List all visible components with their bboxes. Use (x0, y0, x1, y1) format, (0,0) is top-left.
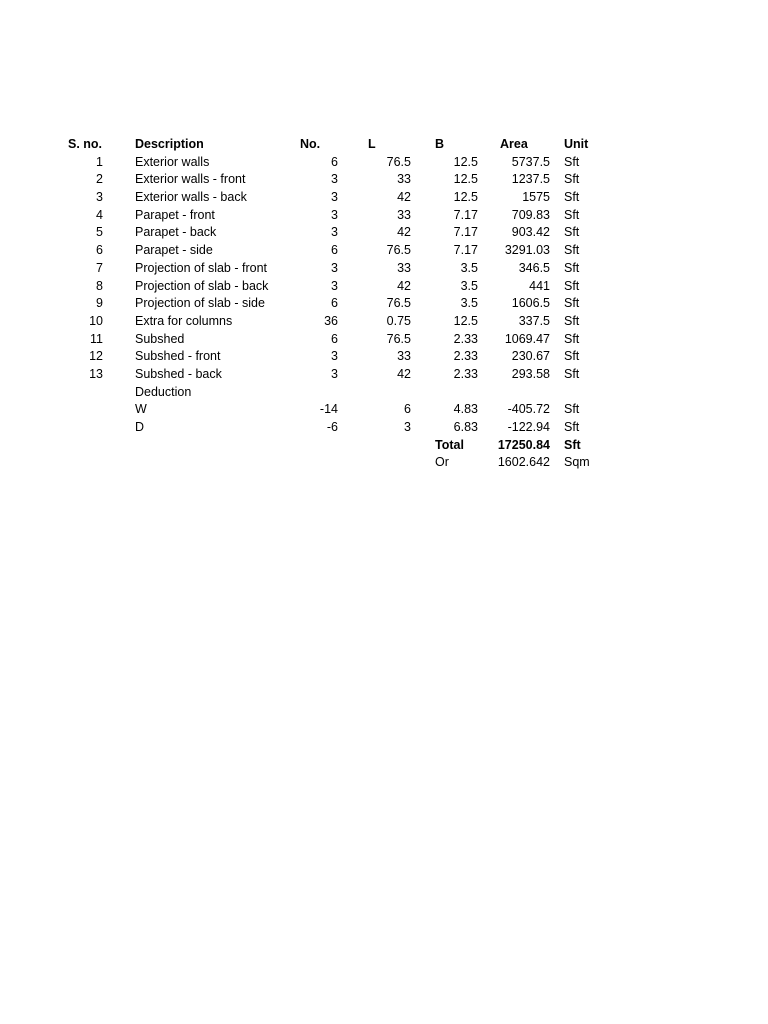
cell-area: 1069.47 (504, 331, 550, 346)
deduction-row (0, 419, 768, 437)
cell-area: -405.72 (507, 402, 550, 417)
cell-l: 42 (397, 366, 411, 381)
cell-unit: Sft (564, 366, 580, 381)
cell-sno: 11 (90, 331, 103, 346)
table-row (0, 154, 768, 172)
cell-no: 3 (331, 172, 338, 187)
cell-sno: 10 (89, 313, 103, 328)
cell-unit: Sft (564, 278, 580, 293)
cell-area: 337.5 (518, 313, 550, 328)
cell-l: 33 (397, 207, 411, 222)
cell-description: Exterior walls - front (135, 172, 246, 187)
cell-l: 0.75 (386, 313, 411, 328)
cell-unit: Sft (564, 190, 580, 205)
cell-description: Subshed (135, 331, 185, 346)
total-unit: Sft (564, 437, 581, 452)
cell-no: 3 (331, 278, 338, 293)
cell-unit: Sft (564, 296, 580, 311)
header-area: Area (500, 137, 528, 151)
cell-sno: 13 (89, 366, 103, 381)
cell-b: 3.5 (460, 296, 478, 311)
cell-area: 5737.5 (511, 154, 550, 169)
cell-b: 12.5 (453, 172, 478, 187)
cell-no: 3 (331, 366, 338, 381)
cell-l: 42 (397, 190, 411, 205)
table-row (0, 171, 768, 189)
cell-description: Exterior walls - back (135, 190, 247, 205)
cell-l: 3 (404, 420, 411, 434)
cell-l: 76.5 (386, 154, 411, 169)
cell-l: 33 (397, 172, 411, 187)
cell-l: 76.5 (386, 296, 411, 311)
cell-sno: 6 (96, 243, 103, 258)
cell-sno: 4 (96, 207, 103, 222)
cell-b: 7.17 (453, 243, 478, 258)
table-body (0, 154, 768, 472)
cell-b: 7.17 (453, 207, 478, 222)
cell-no: 36 (324, 313, 338, 328)
cell-b: 2.33 (453, 366, 478, 381)
cell-area: 903.42 (511, 225, 550, 240)
quantity-table (0, 136, 768, 472)
deduction-row (0, 401, 768, 419)
cell-b: 6.83 (453, 420, 478, 434)
cell-no: 3 (331, 225, 338, 240)
or-label: Or (435, 455, 449, 470)
cell-l: 33 (397, 260, 411, 275)
cell-area: 1575 (522, 190, 550, 205)
cell-unit: Sft (564, 260, 580, 275)
cell-sno: 2 (96, 172, 103, 187)
cell-no: -6 (326, 420, 338, 434)
cell-unit: Sft (564, 313, 580, 328)
header-sno: S. no. (68, 137, 103, 151)
cell-description: Parapet - side (135, 243, 213, 258)
deduction-label-row (0, 384, 768, 402)
cell-area: 230.67 (511, 349, 550, 364)
cell-no: 3 (331, 349, 338, 364)
cell-unit: Sft (564, 402, 580, 417)
header-l: L (368, 137, 376, 151)
table-row (0, 366, 768, 384)
cell-no: 3 (331, 260, 338, 275)
cell-area: 346.5 (518, 260, 550, 275)
header-description: Description (135, 137, 204, 151)
table-row (0, 242, 768, 260)
header-unit: Unit (564, 137, 589, 151)
table-row (0, 278, 768, 296)
cell-unit: Sft (564, 154, 580, 169)
cell-sno: 12 (89, 349, 103, 364)
table-row (0, 348, 768, 366)
or-unit: Sqm (564, 455, 590, 470)
cell-description: Parapet - back (135, 225, 217, 240)
cell-description: Projection of slab - front (135, 260, 268, 275)
cell-description: Extra for columns (135, 313, 233, 328)
cell-description: Projection of slab - back (135, 278, 269, 293)
cell-description: Subshed - front (135, 349, 221, 364)
cell-l: 76.5 (386, 331, 411, 346)
total-row (0, 437, 768, 455)
table-row (0, 331, 768, 349)
cell-sno: 3 (96, 190, 103, 205)
cell-sno: 5 (96, 225, 103, 240)
cell-description: Exterior walls (135, 154, 210, 169)
or-area: 1602.642 (497, 455, 550, 470)
cell-area: 1606.5 (511, 296, 550, 311)
cell-unit: Sft (564, 243, 580, 258)
table-row (0, 207, 768, 225)
cell-description: Projection of slab - side (135, 296, 265, 311)
cell-no: -14 (319, 402, 338, 417)
cell-b: 3.5 (460, 278, 478, 293)
cell-sno: 1 (96, 154, 103, 169)
table-row (0, 189, 768, 207)
cell-no: 6 (331, 243, 338, 258)
total-area: 17250.84 (497, 437, 550, 452)
cell-sno: 7 (96, 260, 103, 275)
cell-description: Parapet - front (135, 207, 215, 222)
cell-description: Subshed - back (135, 366, 222, 381)
cell-area: 709.83 (511, 207, 550, 222)
cell-l: 6 (404, 402, 411, 417)
table-row (0, 313, 768, 331)
cell-no: 6 (331, 296, 338, 311)
table-row (0, 295, 768, 313)
cell-area: -122.94 (507, 420, 550, 434)
cell-b: 3.5 (460, 260, 478, 275)
cell-b: 12.5 (453, 154, 478, 169)
cell-l: 42 (397, 278, 411, 293)
cell-l: 33 (397, 349, 411, 364)
table-row (0, 260, 768, 278)
cell-b: 2.33 (453, 331, 478, 346)
cell-area: 1237.5 (511, 172, 550, 187)
cell-unit: Sft (564, 349, 580, 364)
cell-unit: Sft (564, 172, 580, 187)
cell-b: 7.17 (453, 225, 478, 240)
cell-area: 293.58 (511, 366, 550, 381)
cell-area: 3291.03 (504, 243, 550, 258)
cell-b: 4.83 (453, 402, 478, 417)
cell-no: 3 (331, 207, 338, 222)
cell-area: 441 (529, 278, 550, 293)
or-row (0, 454, 768, 472)
header-no: No. (300, 137, 321, 151)
header-b: B (435, 137, 445, 151)
total-label: Total (435, 437, 464, 452)
cell-no: 6 (331, 154, 338, 169)
cell-unit: Sft (564, 207, 580, 222)
cell-sno: 8 (96, 278, 103, 293)
cell-unit: Sft (564, 225, 580, 240)
cell-unit: Sft (564, 331, 580, 346)
cell-sno: 9 (96, 296, 103, 311)
cell-description: W (135, 402, 147, 417)
cell-l: 42 (397, 225, 411, 240)
cell-l: 76.5 (386, 243, 411, 258)
cell-b: 2.33 (453, 349, 478, 364)
deduction-label: Deduction (135, 384, 192, 399)
cell-description: D (135, 420, 145, 434)
table-row (0, 224, 768, 242)
cell-no: 3 (331, 190, 338, 205)
cell-b: 12.5 (453, 313, 478, 328)
cell-b: 12.5 (453, 190, 478, 205)
cell-no: 6 (331, 331, 338, 346)
header-row (0, 136, 768, 154)
cell-unit: Sft (564, 420, 580, 434)
